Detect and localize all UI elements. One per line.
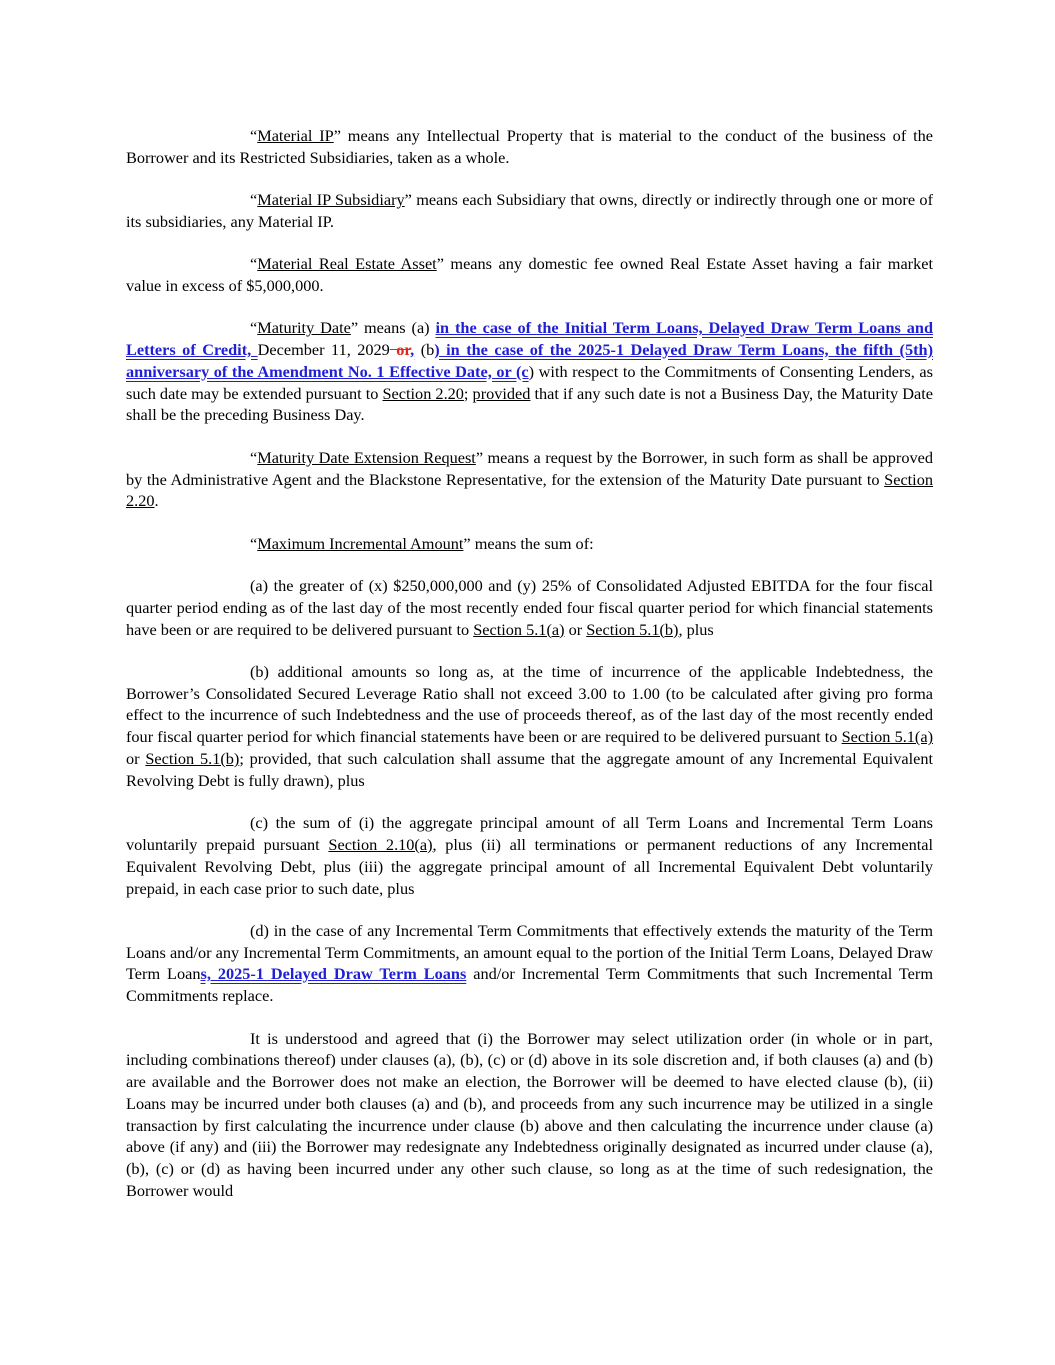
clause-text: , plus xyxy=(678,619,714,639)
definition-text: ” means the sum of: xyxy=(463,533,594,553)
inserted-text: in the case of the Initial Term Loans, Delayed Draw Term Loans and Letters of Credit, xyxy=(126,318,934,360)
section-reference: Section 2.20 xyxy=(126,469,933,511)
section-reference: Section 2.20 xyxy=(382,383,464,403)
def-material-real-estate-asset xyxy=(126,253,933,297)
definition-text: ) with respect to the Commitments of Consenting Lenders, as such date may be extended pursuant to xyxy=(126,361,933,403)
definition-text: ; xyxy=(463,383,473,403)
open-quote: “ xyxy=(250,447,258,467)
clause-text: ; provided, that such calculation shall assume that the aggregate amount of any Incremental Equivalent Revolving Debt is fully drawn), plus xyxy=(126,749,933,790)
inserted-text: ) in the case of the 2025-1 Delayed Draw Term Loans, the fifth (5th) anniversary of the Amendment No. 1 Effective Date, or (c xyxy=(126,340,933,381)
understood-paragraph: It is understood and agreed that (i) the Borrower may select utilization order (in whole or in part, including combinations thereof) under clauses (a), (b), (c) or (d) above in its sole discretion and, if both clauses (a) and (b) are available and the Borrower does not make an election, the Borrower will be deemed to have elected clause (b), (ii) Loans may be incurred under both clauses (a) and (b), and proceeds from any such incurrence may be utilized in a single transaction by first calculating the incurrence under clause (b) above and then calculating the incurrence under clause (a) above (if any) and (iii) the Borrower may redesignate any Indebtedness originally designated as incurred under clause (a), (b), (c) or (d) as having been incurred under any other such clause, so long as at the time of such redesignation, the Borrower would xyxy=(126,1028,933,1201)
clause-text: (a) the greater of (x) $250,000,000 and (y) 25% of Consolidated Adjusted EBITDA for the four fiscal quarter period ending as of the last day of the most recently ended four fiscal quarter period for which financial statements have been or are required to be delivered pursuant to xyxy=(126,575,933,639)
open-quote: “ xyxy=(250,254,258,274)
section-reference: Section 5.1(b) xyxy=(145,749,240,769)
definition-text: that if any such date is not a Business Day, the Maturity Date shall be the preceding Business Day. xyxy=(126,383,933,425)
definition-text: ” means a request by the Borrower, in such form as shall be approved by the Administrative Agent and the Blackstone Representative, for the extension of the Maturity Date pursuant to xyxy=(126,447,933,489)
defined-term: Material Real Estate Asset xyxy=(257,254,437,274)
inserted-text: , xyxy=(410,340,415,360)
clause-b xyxy=(126,661,933,792)
definition-text: . xyxy=(154,491,159,511)
open-quote: “ xyxy=(250,126,258,145)
clause-c xyxy=(126,812,933,899)
definition-text: (b xyxy=(414,340,435,360)
provided-term: provided xyxy=(472,383,531,403)
open-quote: “ xyxy=(250,190,258,210)
section-reference: Section 5.1(a) xyxy=(841,727,933,747)
clause-text: (d) in the case of any Incremental Term Commitments that effectively extends the maturity of the Term Loans and/or any Incremental Term Commitments, an amount equal to the portion of the Initial Term Loans, Delayed Draw Term Loan xyxy=(126,920,933,984)
definition-text: ” means any domestic fee owned Real Estate Asset having a fair market value in excess of $5,000,000. xyxy=(126,254,933,295)
section-reference: Section 2.10(a) xyxy=(328,834,433,854)
document-page xyxy=(126,125,933,1222)
inserted-text: s, 2025-1 Delayed Draw Term Loans xyxy=(200,964,467,984)
clause-text: (b) additional amounts so long as, at the time of incurrence of the applicable Indebtedness, the Borrower’s Consolidated Secured Leverage Ratio shall not exceed 3.00 to 1.00 (to be calculated after giving pro forma effect to the incurrence of such Indebtedness and the use of proceeds thereof, as of the last day of the most recently ended four fiscal quarter period for which financial statements have been or are required to be delivered pursuant to xyxy=(126,661,933,747)
section-reference: Section 5.1(a) xyxy=(473,619,565,639)
definition-text: ” means each Subsidiary that owns, directly or indirectly through one or more of its subsidiaries, any Material IP. xyxy=(126,190,933,231)
def-material-ip-subsidiary xyxy=(126,189,933,233)
deleted-text: or xyxy=(389,340,411,360)
def-material-ip xyxy=(126,125,933,169)
defined-term: Maximum Incremental Amount xyxy=(257,533,464,553)
defined-term: Maturity Date xyxy=(257,318,351,338)
clause-text: , plus (ii) all terminations or permanent reductions of any Incremental Equivalent Revolving Debt, plus (iii) the aggregate principal amount of all Incremental Equivalent Debt voluntarily prepaid, in each case prior to such date, plus xyxy=(126,834,934,898)
def-maturity-date xyxy=(126,317,933,426)
clause-text: and/or Incremental Term Commitments that such Incremental Term Commitments replace. xyxy=(126,964,933,1006)
defined-term: Material IP Subsidiary xyxy=(257,190,405,210)
clause-a xyxy=(126,575,933,640)
definition-text: ” means (a) xyxy=(350,318,436,338)
open-quote: “ xyxy=(250,533,258,553)
defined-term: Material IP xyxy=(257,126,334,145)
clause-text: or xyxy=(126,749,146,769)
clause-d xyxy=(126,920,933,1007)
def-maturity-date-extension-request xyxy=(126,447,933,512)
clause-text: or xyxy=(564,619,587,639)
open-quote: “ xyxy=(250,318,258,338)
defined-term: Maturity Date Extension Request xyxy=(257,447,476,467)
section-reference: Section 5.1(b) xyxy=(586,619,679,639)
definition-text: ” means any Intellectual Property that is material to the conduct of the business of the Borrower and its Restricted Subsidiaries, taken as a whole. xyxy=(126,126,933,167)
clause-text: (c) the sum of (i) the aggregate principal amount of all Term Loans and Incremental Term Loans voluntarily prepaid pursuant xyxy=(126,813,933,854)
definition-text: December 11, 2029 xyxy=(257,340,390,360)
def-maximum-incremental-amount xyxy=(126,533,933,555)
